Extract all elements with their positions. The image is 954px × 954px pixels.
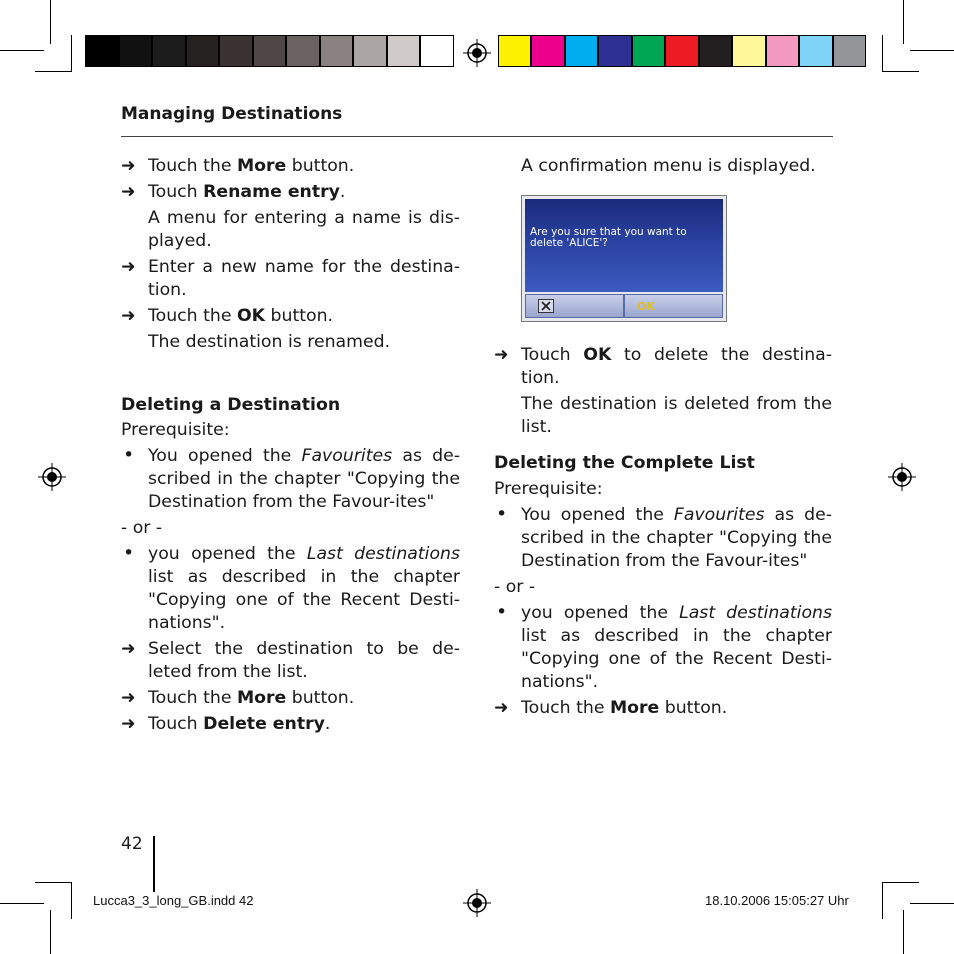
crop-mark	[35, 882, 72, 883]
registration-mark-icon	[888, 463, 916, 491]
color-swatch	[420, 35, 454, 67]
color-swatch	[320, 35, 354, 67]
color-swatch	[732, 35, 766, 67]
right-column-lower	[494, 344, 832, 720]
section-heading: Deleting the Complete List	[494, 453, 755, 473]
step-select-destination: ➜ Select the destination to be de-leted from the list.	[121, 639, 460, 682]
arrow-icon: ➜	[494, 698, 509, 718]
or-separator: - or -	[121, 518, 163, 538]
color-swatch	[219, 35, 253, 67]
bullet-icon: •	[123, 444, 135, 466]
gray-swatches	[85, 35, 454, 71]
confirmation-screenshot	[521, 195, 727, 322]
crop-mark	[882, 71, 919, 72]
crop-mark	[50, 0, 51, 44]
arrow-icon: ➜	[121, 257, 136, 277]
page-number-rule	[153, 836, 155, 892]
crop-mark	[0, 903, 44, 904]
crop-mark	[882, 882, 883, 919]
bullet-last-destinations: • you opened the Last destinations list as described in the chapter "Copying one of the Recent Desti-nations".	[496, 601, 833, 692]
note-confirmation: A confirmation menu is displayed.	[521, 156, 816, 176]
close-icon	[538, 299, 554, 313]
crop-mark	[910, 50, 954, 51]
crop-mark	[71, 35, 72, 72]
bullet-icon: •	[496, 601, 508, 623]
crop-mark	[0, 50, 44, 51]
crop-mark	[35, 71, 72, 72]
arrow-icon: ➜	[121, 714, 136, 734]
color-swatches	[498, 35, 867, 71]
registration-mark-icon	[463, 39, 491, 67]
color-swatch	[387, 35, 421, 67]
page-number: 42	[121, 834, 143, 854]
step-rename-entry: ➜ Touch Rename entry.	[121, 182, 346, 202]
step-touch-ok: ➜ Touch the OK button.	[121, 306, 334, 326]
registration-mark-icon	[463, 889, 491, 917]
crop-mark	[882, 882, 919, 883]
color-swatch	[85, 35, 119, 67]
color-swatch	[253, 35, 287, 67]
bullet-last-destinations: • you opened the Last destinations list as described in the chapter "Copying one of the Recent Desti-nations".	[123, 542, 461, 633]
color-swatch	[286, 35, 320, 67]
color-swatch	[152, 35, 186, 67]
color-swatch	[665, 35, 699, 67]
crop-mark	[903, 0, 904, 44]
screen-dialog	[525, 199, 723, 292]
color-swatch	[699, 35, 733, 67]
left-column	[121, 155, 460, 736]
screen-ok-button	[624, 294, 723, 318]
step-touch-ok-delete: ➜ Touch OK to delete the destina-tion.	[494, 345, 833, 388]
step-touch-more: ➜ Touch the More button.	[121, 688, 355, 708]
arrow-icon: ➜	[121, 156, 136, 176]
color-swatch	[531, 35, 565, 67]
registration-mark-icon	[38, 463, 66, 491]
color-swatch	[119, 35, 153, 67]
bullet-icon: •	[496, 503, 508, 525]
right-column	[494, 155, 832, 178]
screen-buttons	[525, 294, 723, 318]
step-enter-name: ➜ Enter a new name for the destina-tion.	[121, 257, 460, 300]
crop-mark	[882, 35, 883, 72]
arrow-icon: ➜	[494, 345, 509, 365]
crop-mark	[71, 882, 72, 919]
color-swatch	[799, 35, 833, 67]
or-separator: - or -	[494, 577, 536, 597]
header-divider	[121, 136, 833, 137]
prerequisite-label: Prerequisite:	[121, 420, 230, 440]
footer-filename: Lucca3_3_long_GB.indd 42	[93, 893, 254, 908]
color-swatch	[632, 35, 666, 67]
note-deleted: The destination is deleted from the list.	[521, 394, 832, 437]
arrow-icon: ➜	[121, 306, 136, 326]
section-heading: Deleting a Destination	[121, 395, 341, 415]
color-swatch	[565, 35, 599, 67]
arrow-icon: ➜	[121, 639, 136, 659]
crop-mark	[50, 910, 51, 954]
color-swatch	[186, 35, 220, 67]
note-renamed: The destination is renamed.	[148, 332, 391, 352]
color-swatch	[498, 35, 532, 67]
arrow-icon: ➜	[121, 182, 136, 202]
step-touch-more: ➜ Touch the More button.	[494, 698, 728, 718]
prerequisite-label: Prerequisite:	[494, 479, 603, 499]
screen-ok-label: OK	[637, 299, 655, 313]
bullet-favourites: • You opened the Favourites as de-scribed in the chapter "Copying the Destination from the Favour-ites"	[496, 503, 832, 571]
page-title: Managing Destinations	[121, 104, 343, 124]
footer-timestamp: 18.10.2006 15:05:27 Uhr	[705, 893, 849, 908]
screen-cancel-button	[525, 294, 624, 318]
step-delete-entry: ➜ Touch Delete entry.	[121, 714, 331, 734]
color-swatch	[353, 35, 387, 67]
crop-mark	[903, 910, 904, 954]
arrow-icon: ➜	[121, 688, 136, 708]
step-touch-more: ➜ Touch the More button.	[121, 156, 355, 176]
bullet-icon: •	[123, 542, 135, 564]
note-menu: A menu for entering a name is dis-played.	[148, 208, 460, 251]
bullet-favourites: • You opened the Favourites as de-scribed in the chapter "Copying the Destination from the Favour-ites"	[123, 444, 461, 512]
color-swatch	[766, 35, 800, 67]
screen-message: Are you sure that you want to delete 'ALICE'?	[530, 226, 687, 249]
crop-mark	[910, 903, 954, 904]
color-swatch	[833, 35, 867, 67]
color-swatch	[598, 35, 632, 67]
